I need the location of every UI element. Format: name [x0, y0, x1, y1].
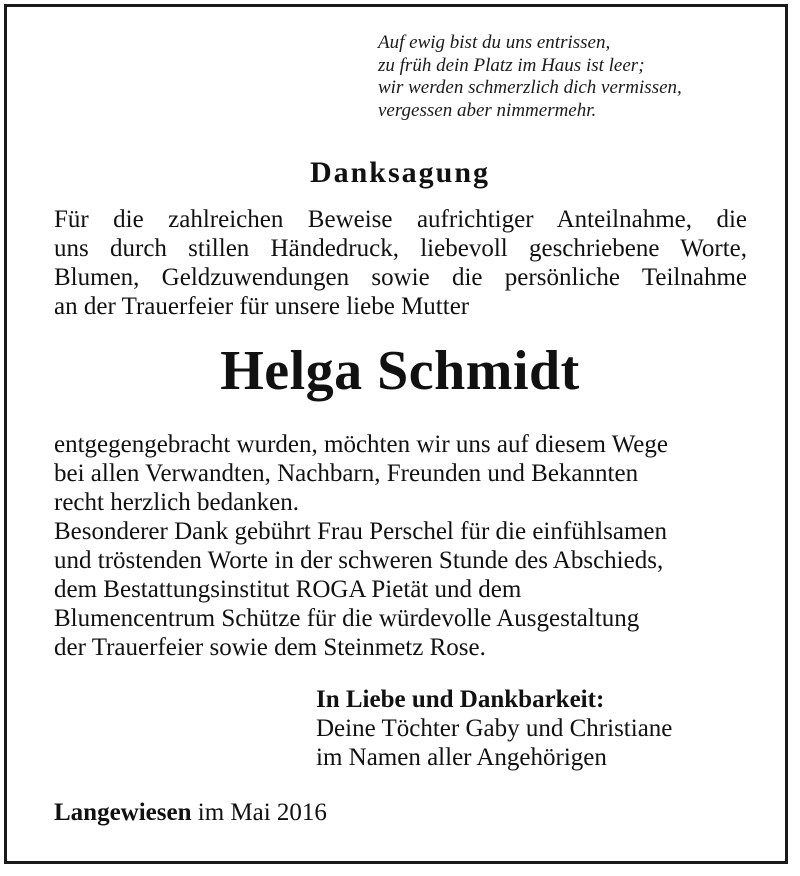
poem-line: Auf ewig bist du uns entrissen,: [378, 32, 611, 53]
intro-line: Für die zahlreichen Beweise aufrichtiger Anteilnahme, die: [54, 206, 747, 233]
poem-line: zu früh dein Platz im Haus ist leer;: [378, 54, 645, 76]
date-text: im Mai 2016: [197, 799, 327, 826]
body-line: bei allen Verwandten, Nachbarn, Freunden und Bekannten: [54, 460, 639, 487]
body-line: Blumencentrum Schütze für die würdevolle Ausgestaltung: [54, 605, 640, 632]
body-line: recht herzlich bedanken.: [54, 489, 300, 516]
notice-heading: Danksagung: [309, 156, 491, 189]
poem-line: wir werden schmerzlich dich vermissen,: [378, 77, 682, 98]
memorial-poem: [378, 32, 682, 122]
place-name: Langewiesen: [54, 799, 192, 826]
body-line: entgegengebracht wurden, möchten wir uns auf diesem Wege: [54, 431, 668, 458]
body-line: der Trauerfeier sowie dem Steinmetz Rose.: [54, 634, 486, 661]
thanks-paragraph: [54, 430, 668, 662]
body-line: dem Bestattungsinstitut ROGA Pietät und dem: [54, 576, 522, 603]
intro-paragraph: [54, 205, 747, 321]
body-line: Besonderer Dank gebührt Frau Perschel für die einfühlsamen: [54, 518, 668, 545]
intro-line: uns durch stillen Händedruck, liebevoll geschriebene Worte,: [54, 235, 747, 262]
signature-block: [316, 685, 672, 772]
body-line: und tröstenden Worte in der schweren Stunde des Abschieds,: [54, 547, 664, 574]
deceased-name: Helga Schmidt: [220, 340, 580, 402]
place-and-date: [54, 798, 327, 827]
intro-line: an der Trauerfeier für unsere liebe Mutter: [54, 293, 470, 320]
closing-greeting: In Liebe und Dankbarkeit:: [316, 686, 605, 713]
intro-line: Blumen, Geldzuwendungen sowie die persönliche Teilnahme: [54, 264, 747, 291]
signature-line: im Namen aller Angehörigen: [316, 744, 607, 771]
poem-line: vergessen aber nimmermehr.: [378, 99, 597, 121]
signature-line: Deine Töchter Gaby und Christiane: [316, 715, 673, 742]
